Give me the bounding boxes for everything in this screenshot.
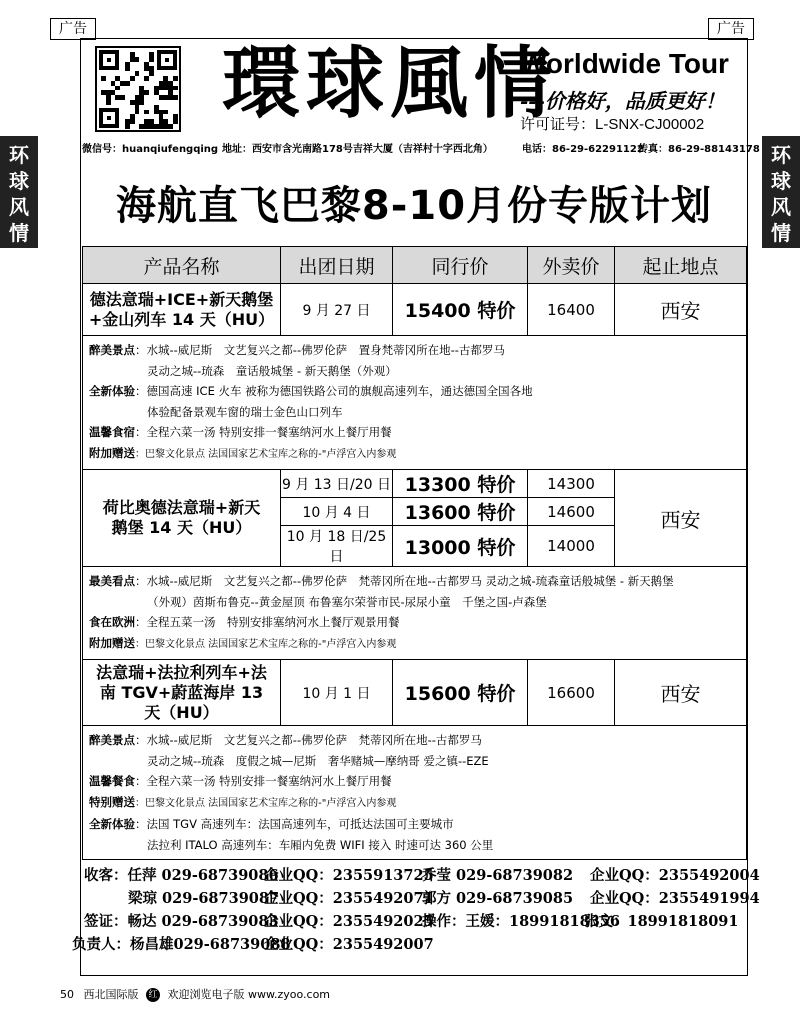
product-name: 法意瑞+法拉利列车+法南 TGV+蔚蓝海岸 13 天（HU） [83,660,281,726]
detail-row [83,567,747,660]
side-tag-char: 环 [771,143,791,167]
contact-row: 梁琼 029-68739087 企业QQ：2355492071 郭方 029-68739085 企业QQ：2355491994 [128,890,760,907]
contact-row: 负责人：杨昌雄029-68739088 企业QQ：2355492007 [72,936,434,953]
header-date: 出团日期 [281,247,393,284]
contact-row: 签证：畅达 029-68739083 企业QQ：2355492025 操作：王媛：18991818356 张文：18991818091 [84,913,739,930]
retail-price: 14300 [528,470,615,498]
header-retail-price: 外卖价 [528,247,615,284]
detail-item: 附加赠送：巴黎文化景点 法国国家艺术宝库之称的-"卢浮宫入内参观 [89,635,397,650]
header-product: 产品名称 [83,247,281,284]
side-tag-char: 风 [9,195,29,219]
detail-item: 温馨食宿：全程六菜一汤 特别安排一餐塞纳河水上餐厅用餐 [89,425,392,439]
tour-date: 10 月 4 日 [281,498,393,526]
qr-code-icon [95,46,181,132]
detail-item: 法拉利 ITALO 高速列车：车厢内免费 WIFI 接入 时速可达 360 公里 [147,837,494,852]
detail-item: 特别赠送：巴黎文化景点 法国国家艺术宝库之称的-"卢浮宫入内参观 [89,794,397,809]
tour-date: 10 月 18 日/25 日 [281,526,393,567]
header-peer-price: 同行价 [393,247,528,284]
contacts-block [72,864,760,956]
footer [60,986,330,1002]
phone: 电话：86-29-62291122 [522,144,644,155]
detail-row [83,726,747,860]
location: 西安 [615,284,747,336]
fax: 传真：86-29-88143178 [638,144,760,155]
detail-item: 体验配备景观车窗的瑞士金色山口列车 [147,404,343,419]
detail-item: 附加赠送：巴黎文化景点 法国国家艺术宝库之称的-"卢浮宫入内参观 [89,445,397,460]
retail-price: 16600 [528,660,615,726]
page-number: 50 [60,988,74,1001]
side-tag-text [762,142,800,246]
side-tag-char: 球 [9,169,29,193]
side-tag-char: 情 [771,221,791,245]
retail-price: 14600 [528,498,615,526]
retail-price: 16400 [528,284,615,336]
contact-row: 收客：任萍 029-68739086 企业QQ：2355913725 乔莹 029-68739082 企业QQ：2355492004 [84,867,760,884]
table-row [83,660,747,726]
location: 西安 [615,470,747,567]
main-title: 海航直飞巴黎8-10月份专版计划 [115,183,713,229]
detail-row [83,336,747,470]
location: 西安 [615,660,747,726]
wechat-id: 微信号：huanqiufengqing [82,144,219,155]
license-number: 许可证号：L-SNX-CJ00002 [520,116,705,133]
side-tag-text [0,142,38,246]
peer-price: 13000 特价 [393,526,528,567]
detail-item: 醉美景点：水城--威尼斯 文艺复兴之都--佛罗伦萨 梵蒂冈所在地--古都罗马 [89,733,482,747]
detail-item: 灵动之城--琉森 童话般城堡 - 新天鹅堡（外观） [147,363,397,378]
detail-item: （外观）茵斯布鲁克--黄金屋顶 布鲁塞尔荣誉市民-尿尿小童 千堡之国-卢森堡 [147,594,547,609]
edition: 西北国际版 [83,988,139,1001]
product-details [83,567,747,660]
slogan: ---价格好，品质更好！ [520,89,725,113]
table-row [83,470,747,498]
product-name: 德法意瑞+ICE+新天鹅堡+金山列车 14 天（HU） [83,284,281,336]
detail-item: 食在欧洲：全程五菜一汤 特别安排塞纳河水上餐厅观景用餐 [89,615,400,629]
tour-date: 9 月 13 日/20 日 [281,470,393,498]
brand-logo-icon: 红 [146,988,160,1002]
product-details [83,726,747,860]
side-tag-char: 情 [9,221,29,245]
peer-price: 15400 特价 [393,284,528,336]
ad-tag-left: 广告 [50,18,96,40]
schedule-table [82,246,747,860]
ad-tag-right: 广告 [708,18,754,40]
retail-price: 14000 [528,526,615,567]
product-name: 荷比奥德法意瑞+新天鹅堡 14 天（HU） [83,470,281,567]
detail-item: 醉美景点：水城--威尼斯 文艺复兴之都--佛罗伦萨 置身梵蒂冈所在地--古都罗马 [89,343,505,357]
address: 地址：西安市含光南路178号吉祥大厦（吉祥村十字西北角） [222,144,493,155]
product-details [83,336,747,470]
footer-text: 欢迎浏览电子版 www.zyoo.com [167,988,331,1001]
side-tag-right [762,136,800,248]
detail-item: 全新体验：德国高速 ICE 火车 被称为德国铁路公司的旗舰高速列车，通达德国全国各地 [89,384,533,398]
detail-item: 全新体验：法国 TGV 高速列车：法国高速列车，可抵达法国可主要城市 [89,817,454,831]
table-header-row [83,247,747,284]
peer-price: 13300 特价 [393,470,528,498]
tour-date: 9 月 27 日 [281,284,393,336]
detail-item: 温馨餐食：全程六菜一汤 特别安排一餐塞纳河水上餐厅用餐 [89,774,392,788]
side-tag-char: 球 [771,169,791,193]
peer-price: 15600 特价 [393,660,528,726]
tour-date: 10 月 1 日 [281,660,393,726]
peer-price: 13600 特价 [393,498,528,526]
worldwide-tour: Worldwide Tour [520,48,729,79]
detail-item: 灵动之城--琉森 度假之城—尼斯 奢华赌城—摩纳哥 爱之镇--EZE [147,753,489,768]
brand-title: 環球風情 [222,38,559,129]
detail-item: 最美看点：水城--威尼斯 文艺复兴之都--佛罗伦萨 梵蒂冈所在地--古都罗马 灵动之城-琉森童话般城堡 - 新天鹅堡 [89,574,674,588]
table-row [83,284,747,336]
side-tag-char: 风 [771,195,791,219]
side-tag-char: 环 [9,143,29,167]
header-location: 起止地点 [615,247,747,284]
side-tag-left [0,136,38,248]
